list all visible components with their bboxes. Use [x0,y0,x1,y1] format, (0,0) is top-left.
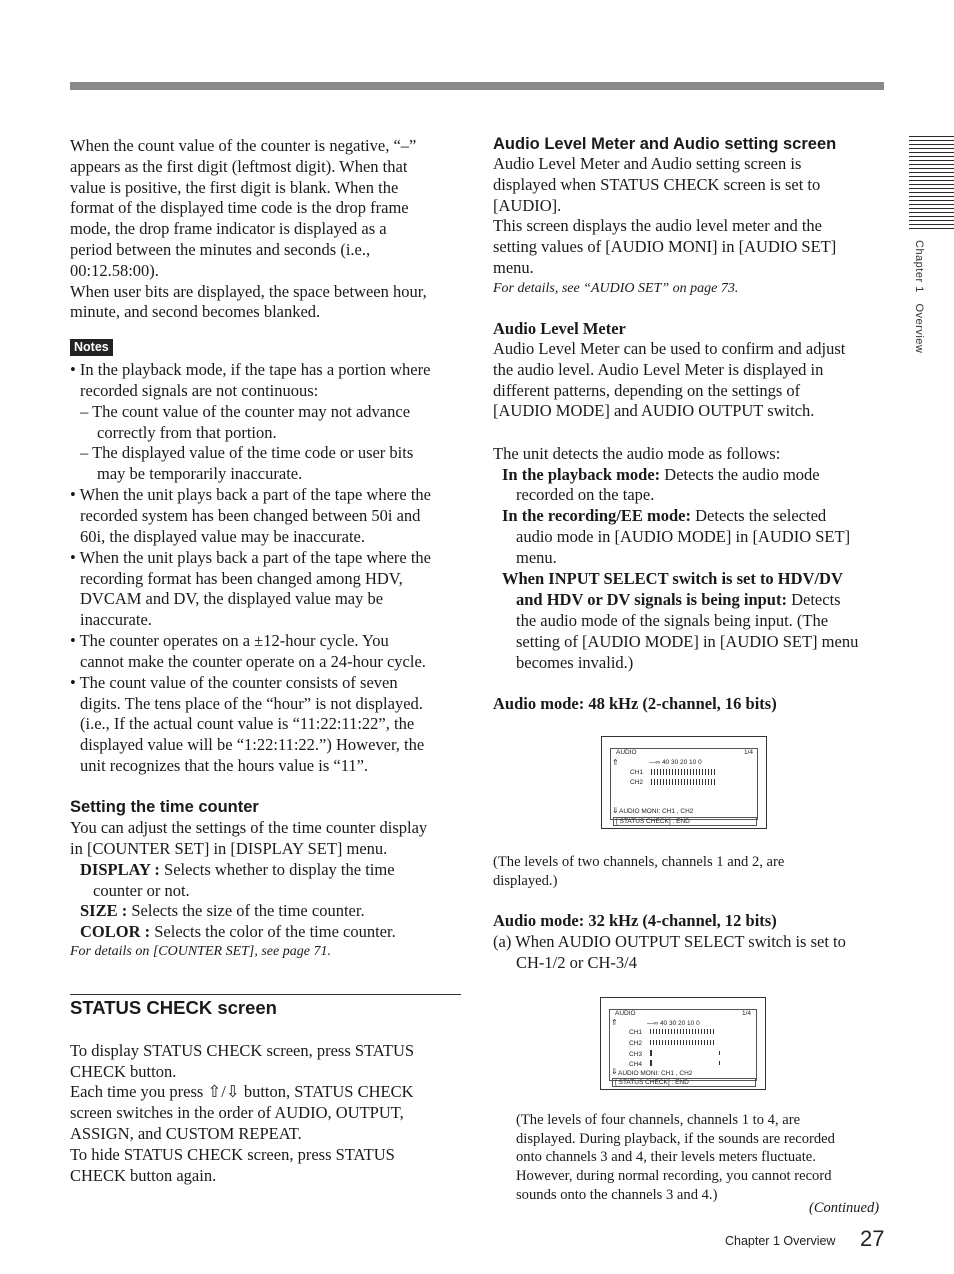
text-line: menu. [493,258,534,277]
text-line: This screen displays the audio level meter and the [493,216,822,236]
size-item [80,901,365,922]
level-bar-ch2 [651,779,717,785]
detect-intro: The unit detects the audio mode as follows: [493,444,781,463]
status-text-b: button, STATUS CHECK [239,1082,414,1101]
text-line: cannot make the counter operate on a 24-hour cycle. [80,651,426,671]
text-line: different patterns, depending on the settings of [493,380,801,400]
peak-marker-ch3 [719,1051,720,1055]
meter-scale: —∞ 40 30 20 10 0 [649,759,702,766]
input-desc: Detects [786,590,841,609]
text-line: [AUDIO]. [493,195,562,215]
text-line: – The displayed value of the time code or user bits [80,443,414,463]
text-line: in [COUNTER SET] in [DISPLAY SET] menu. [70,838,388,858]
mode48-heading: Audio mode: 48 kHz (2-channel, 16 bits) [493,694,777,713]
up-arrow-icon: ⇑ [612,758,619,767]
text-line: setting of [AUDIO MODE] in [AUDIO SET] menu [516,631,859,651]
text-line: recorded system has been changed between 50i and [80,505,421,525]
chapter-stripes [909,136,954,230]
text-line: minute, and second becomes blanked. [70,302,321,322]
meter-heading: Audio Level Meter [493,319,626,338]
slash-text: / [221,1082,226,1101]
header-rule [70,82,884,90]
playback-desc: Detects the audio mode [660,465,820,484]
display-term: DISPLAY : [80,860,160,879]
text-line: DVCAM and DV, the displayed value may be [80,589,384,609]
text-line: unit recognizes that the hours value is “11”. [80,756,369,776]
down-arrow-icon: ⇩ [225,1082,240,1101]
display-desc-cont: counter or not. [93,881,190,900]
playback-desc-cont: recorded on the tape. [516,485,655,504]
text-line: appears as the first digit (leftmost digit). When that [70,156,408,176]
color-item [80,922,396,943]
text-line: Audio Level Meter can be used to confirm and adjust [493,339,846,358]
screen-title: AUDIO [615,1010,636,1017]
text-line: format of the displayed time code is the drop frame [70,198,409,218]
page-number: 27 [860,1226,885,1251]
level-bar-ch3 [650,1050,652,1056]
recording-item [502,506,826,527]
footer-folio: Chapter 1 Overview [725,1234,836,1248]
text-line: menu. [516,547,557,567]
status-paragraph-2 [70,1082,414,1103]
status-check-end: [ STATUS CHECK] : END [613,817,757,826]
text-line: CHECK button again. [70,1165,217,1185]
text-line: To hide STATUS CHECK screen, press STATUS [70,1145,395,1164]
notes-label: Notes [70,339,113,356]
text-line: may be temporarily inaccurate. [97,464,303,484]
level-bar-ch1 [650,1029,716,1034]
audio-reference: For details, see “AUDIO SET” on page 73. [493,281,739,296]
up-arrow-icon: ⇧ [207,1082,222,1101]
text-line: displayed.) [493,872,558,889]
text-line: becomes invalid.) [516,652,634,672]
text-line: onto channels 3 and 4, their levels meters fluctuate. [516,1149,816,1166]
meter-scale: —∞ 40 30 20 10 0 [647,1020,700,1027]
audio-moni-value: AUDIO MONI: CH1 , CH2 [619,808,694,815]
text-line: 60i, the displayed value may be inaccurate. [80,526,365,546]
text-line: mode, the drop frame indicator is displayed as a [70,219,387,239]
up-arrow-icon: ⇑ [611,1018,618,1027]
text-line: • The counter operates on a ±12-hour cycle. You [70,631,389,651]
text-line: Audio Level Meter and Audio setting screen is [493,154,802,173]
text-line: – The count value of the counter may not advance [80,401,411,421]
status-text-a: Each time you press [70,1082,208,1101]
text-line: period between the minutes and seconds (i.e., [70,240,371,259]
text-line: • When the unit plays back a part of the tape where the [70,547,432,567]
continued-note: (Continued) [809,1200,880,1216]
size-desc: Selects the size of the time counter. [127,901,365,920]
display-desc: Selects whether to display the time [159,860,395,879]
text-line: sounds onto the channels 3 and 4.) [516,1186,718,1203]
display-item [80,860,395,881]
text-line: When user bits are displayed, the space between hour, [70,281,427,301]
counter-reference: For details on [COUNTER SET], see page 71. [70,944,331,959]
text-line: You can adjust the settings of the time counter display [70,818,428,837]
audio-moni-value: AUDIO MONI: CH1 , CH2 [618,1070,693,1077]
level-bar-ch1 [651,769,717,775]
level-bar-ch4 [650,1060,652,1066]
recording-term: In the recording/EE mode: [502,506,691,525]
size-term: SIZE : [80,901,128,920]
text-line: CHECK button. [70,1061,177,1081]
input-item [516,590,841,611]
text-line: (i.e., If the actual count value is “11:22:11:22”, the [80,714,415,734]
text-line: (The levels of two channels, channels 1 and 2, are [493,854,785,870]
text-line: recorded signals are not continuous: [80,380,319,400]
channel-label-1: CH1 [629,1029,643,1036]
screen-page: 1/4 [742,1010,752,1017]
mode32-heading: Audio mode: 32 kHz (4-channel, 12 bits) [493,911,777,930]
audio-screen-4ch [600,997,766,1090]
text-line: • The count value of the counter consists of seven [70,672,398,692]
status-check-end: [ STATUS CHECK] : END [612,1078,756,1087]
level-bar-ch2 [650,1040,716,1045]
text-line: setting values of [AUDIO MONI] in [AUDIO SET] [493,237,837,257]
status-heading: STATUS CHECK screen [70,997,277,1018]
text-line: (The levels of four channels, channels 1 to 4, are [516,1112,801,1128]
section-rule [70,994,461,995]
peak-marker-ch4 [719,1061,720,1065]
text-line: the audio mode of the signals being input. (The [516,611,829,630]
playback-term: In the playback mode: [502,465,661,484]
text-line: screen switches in the order of AUDIO, OUTPUT, [70,1103,404,1122]
down-arrow-icon: ⇓ [611,1067,618,1076]
setting-heading: Setting the time counter [70,798,259,816]
input-term-1: When INPUT SELECT switch is set to HDV/DV [502,569,843,588]
channel-label-2: CH2 [630,779,644,786]
text-line: However, during normal recording, you cannot record [516,1168,832,1185]
channel-label-4: CH4 [629,1061,643,1068]
down-arrow-icon: ⇓ [612,806,619,815]
text-line: displayed. During playback, if the sounds are recorded [516,1130,835,1147]
recording-desc: Detects the selected [691,506,827,525]
input-term-2: and HDV or DV signals is being input: [516,590,787,609]
text-line: When the count value of the counter is negative, “–” [70,136,417,155]
color-desc: Selects the color of the time counter. [150,922,396,941]
text-line: • In the playback mode, if the tape has a portion where [70,360,431,379]
text-line: digits. The tens place of the “hour” is not displayed. [80,693,423,713]
text-line: correctly from that portion. [97,422,277,442]
text-line: audio mode in [AUDIO MODE] in [AUDIO SET] [516,527,851,546]
text-line: 00:12.58:00). [70,260,159,280]
text-line: recording format has been changed among HDV, [80,568,403,588]
text-line: ASSIGN, and CUSTOM REPEAT. [70,1123,302,1143]
text-line: (a) When AUDIO OUTPUT SELECT switch is set to [493,932,846,951]
screen-title: AUDIO [616,749,637,756]
audio-screen-2ch [601,736,767,829]
text-line: [AUDIO MODE] and AUDIO OUTPUT switch. [493,401,815,421]
text-line: displayed value will be “1:22:11:22.”) However, the [80,735,425,755]
text-line: displayed when STATUS CHECK screen is set to [493,174,821,194]
chapter-side-tab: Chapter 1 Overview [913,240,925,354]
playback-item [502,465,820,486]
text-line: the audio level. Audio Level Meter is displayed in [493,359,824,379]
text-line: CH-1/2 or CH-3/4 [516,952,637,972]
text-line: value is positive, the first digit is blank. When the [70,177,399,197]
channel-label-3: CH3 [629,1051,643,1058]
audio-heading: Audio Level Meter and Audio setting screen [493,135,837,153]
color-term: COLOR : [80,922,151,941]
channel-label-2: CH2 [629,1040,643,1047]
text-line: inaccurate. [80,610,152,630]
screen-page: 1/4 [744,749,754,756]
channel-label-1: CH1 [630,769,644,776]
text-line: • When the unit plays back a part of the tape where the [70,485,432,505]
text-line: To display STATUS CHECK screen, press STATUS [70,1041,415,1060]
